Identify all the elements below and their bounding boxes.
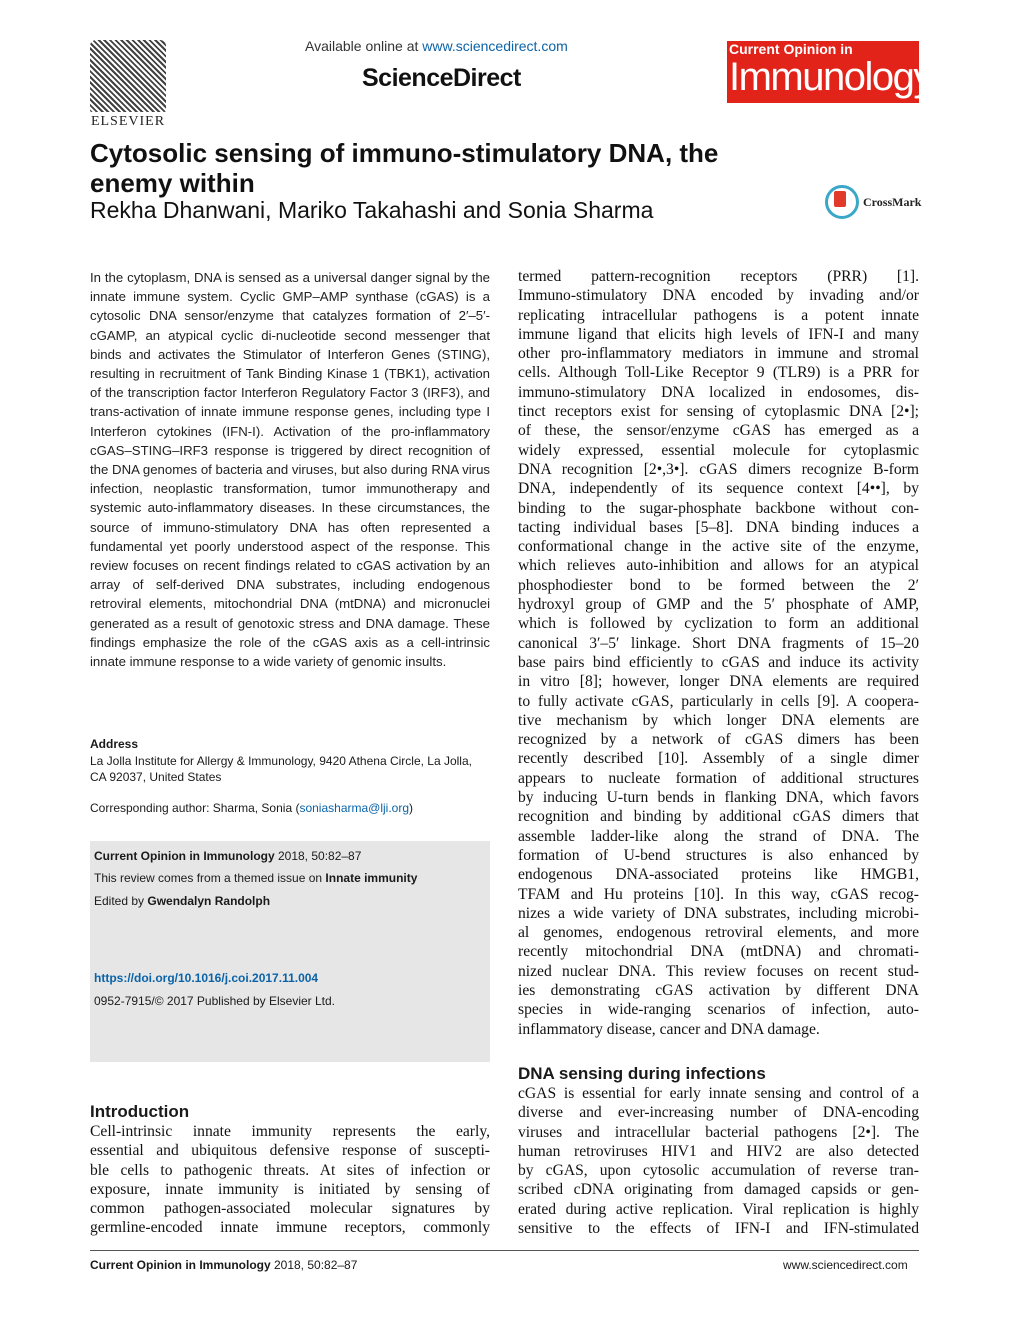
elsevier-logo [88, 40, 168, 130]
address-text: La Jolla Institute for Allergy & Immunology, 9420 Athena Circle, La Jolla, CA 92037, United States [90, 754, 472, 784]
journal-logo-line1: Current Opinion in [729, 41, 853, 57]
elsevier-tree-icon [90, 40, 166, 112]
intro-line: ble cells to pathogenic threats. At sites of infection or [90, 1161, 490, 1179]
info-editor-name: Gwendalyn Randolph [147, 894, 271, 908]
body-line: appears to nucleate formation of additional structures [518, 769, 919, 787]
body-line: recently described [10]. Assembly of a single dimer [518, 750, 919, 768]
doi-link[interactable]: https://doi.org/10.1016/j.coi.2017.11.004 [94, 971, 319, 985]
info-journal: Current Opinion in Immunology [94, 849, 275, 863]
dna-line: erated during active replication. Viral replication is highly [518, 1200, 919, 1218]
publisher-name: ELSEVIER [90, 114, 166, 129]
dna-line: sensitive to the effects of IFN-I and IFN-stimulated [518, 1220, 919, 1238]
body-line: base pairs bind efficiently to cGAS and induce its activity [518, 653, 919, 671]
body-line: cells. Although Toll-Like Receptor 9 (TLR9) is a PRR for [518, 364, 919, 382]
dna-section-paragraph [518, 1084, 919, 1238]
body-line: ies demonstrating cGAS activation by different DNA [518, 981, 919, 999]
info-issue [94, 871, 417, 885]
corresponding-suffix: ) [409, 801, 414, 815]
body-line: phosphodiester bond to be formed between the 2′ [518, 576, 919, 594]
dna-line: diverse and ever-increasing number of DNA-encoding [518, 1104, 919, 1122]
dna-line: viruses and intracellular bacterial pathogens [2•]. The [518, 1123, 919, 1141]
info-editor-prefix: Edited by [94, 894, 148, 908]
body-line: to fully activate cGAS, particularly in cells [9]. A coopera- [518, 692, 919, 710]
article-authors: Rekha Dhanwani, Mariko Takahashi and Sonia Sharma [90, 197, 654, 223]
copyright: 0952-7915/© 2017 Published by Elsevier Ltd. [94, 994, 336, 1008]
body-line: nized nuclear DNA. This review focuses on recent stud- [518, 962, 919, 980]
body-line: termed pattern-recognition receptors (PRR) [1]. [518, 268, 919, 285]
body-line: other pro-inflammatory mediators in immune and stromal [518, 345, 919, 363]
body-line: tinct receptors exist for sensing of cytoplasmic DNA [2•]; [518, 403, 919, 421]
info-citation [94, 849, 361, 863]
body-line: which relieves auto-inhibition and allows for an atypical [518, 557, 919, 575]
address-heading: Address [90, 737, 139, 751]
body-line: of these, the sensor/enzyme cGAS has emerged as a [518, 422, 919, 440]
body-line: inflammatory disease, cancer and DNA damage. [518, 1020, 820, 1038]
body-line: assemble ladder-like along the strand of DNA. The [518, 827, 919, 845]
body-line: immune ligand that elicits high levels of IFN-I and many [518, 325, 919, 343]
body-line: DNA, independently of its sequence context [4••], by [518, 480, 919, 498]
body-line: canonical 3′–5′ linkage. Short DNA fragments of 15–20 [518, 634, 919, 652]
body-line: tive mechanism by which longer DNA elements are [518, 711, 919, 729]
footer-citation [90, 1258, 357, 1272]
info-issue-prefix: This review comes from a themed issue on [94, 871, 326, 885]
body-line: Immuno-stimulatory DNA encoded by invading and/or [518, 287, 919, 305]
dna-line: human retroviruses HIV1 and HIV2 are also detected [518, 1142, 919, 1160]
dna-line: cGAS is essential for early innate sensing and control of a [518, 1085, 919, 1102]
crossmark-badge[interactable] [825, 185, 925, 221]
info-issue-topic: Innate immunity [325, 871, 418, 885]
intro-line: common pathogen-associated molecular signatures by [90, 1200, 490, 1218]
body-line: species in wide-ranging scenarios of infection, auto- [518, 1001, 919, 1019]
body-line: hydroxyl group of GMP and the 5′ phosphate of AMP, [518, 596, 919, 614]
body-line: by inducing U-turn bends in flanking DNA, which favors [518, 789, 919, 807]
journal-logo [727, 41, 932, 103]
info-citation-text: 2018, 50:82–87 [274, 849, 362, 863]
body-line: al genomes, endogenous retroviral elements, and more [518, 924, 919, 942]
intro-heading: Introduction [90, 1102, 190, 1121]
body-line: which is followed by cyclization to form an additional [518, 615, 919, 633]
body-line: DNA recognition [2•,3•]. cGAS dimers recognize B-form [518, 460, 919, 478]
footer-website[interactable]: www.sciencedirect.com [783, 1258, 908, 1272]
info-editor [94, 894, 270, 908]
body-line: recognition and binding by additional cGAS dimers that [518, 808, 919, 826]
dna-line: scribed cDNA originating from damaged capsids or gen- [518, 1181, 919, 1199]
body-line: nizes a wide variety of DNA substrates, including microbi- [518, 904, 919, 922]
body-line: formation of U-bend structures is also enhanced by [518, 846, 919, 864]
body-line: binding to the sugar-phosphate backbone without con- [518, 499, 919, 517]
crossmark-label: CrossMark [863, 195, 922, 209]
intro-paragraph [90, 1122, 490, 1238]
footer-journal: Current Opinion in Immunology [90, 1258, 271, 1272]
intro-line: exposure, innate immunity is initiated by sensing of [90, 1180, 490, 1198]
corresponding-email-link[interactable]: soniasharma@lji.org [299, 801, 410, 815]
platform-name: ScienceDirect [362, 64, 521, 92]
body-line: tacting individual bases [5–8]. DNA binding induces a [518, 518, 919, 536]
body-line: widely expressed, essential molecule for cytoplasmic [518, 441, 919, 459]
available-prefix: Available online at [305, 38, 423, 54]
footer-citation-text: 2018, 50:82–87 [270, 1258, 358, 1272]
body-line: conformational change in the active site of the enzyme, [518, 538, 919, 556]
right-column-paragraph [518, 267, 919, 1039]
body-line: recently mitochondrial DNA (mtDNA) and chromati- [518, 943, 919, 961]
article-info-box [90, 841, 490, 1062]
body-line: immuno-stimulatory DNA localized in endosomes, dis- [518, 383, 919, 401]
intro-line: essential and ubiquitous defensive response of suscepti- [90, 1142, 490, 1160]
intro-line: Cell-intrinsic innate immunity represents the early, [90, 1123, 490, 1140]
corresponding-author [90, 801, 413, 815]
body-line: TFAM and Hu proteins [10]. In this way, cGAS recog- [518, 885, 919, 903]
dna-line: by cGAS, upon cytosolic accumulation of reverse tran- [518, 1162, 919, 1180]
sciencedirect-link[interactable]: www.sciencedirect.com [422, 38, 568, 54]
body-line: in vitro [8]; however, longer DNA elements are required [518, 673, 919, 691]
journal-logo-line2: Immunology [729, 55, 932, 99]
article-title: Cytosolic sensing of immuno-stimulatory DNA, the enemy within [90, 138, 719, 198]
dna-section-heading: DNA sensing during infections [518, 1064, 766, 1083]
body-line: replicating intracellular pathogens is a potent innate [518, 306, 919, 324]
available-online [305, 38, 568, 54]
body-line: recognized by a network of cGAS dimers has been [518, 731, 919, 749]
abstract: In the cytoplasm, DNA is sensed as a universal danger signal by the innate immune system. Cyclic GMP–AMP synthase (cGAS) is a cytosolic DNA sensor/enzyme that catalyzes formation of 2′–5′-cGAMP, an atypical cyclic di-nucleotide second messenger that binds and activates the Stimulator of Interferon Genes (STING), resulting in recruitment of Tank Binding Kinase 1 (TBK1), activation of the transcription factor Interferon Regulatory Factor 3 (IRF3), and trans-activation of innate immune response genes, including type I Interferon cytokines (IFN-I). Activation of the pro-inflammatory cGAS–STING–IRF3 response is triggered by direct recognition of the DNA genomes of bacteria and viruses, but also during RNA virus infection, neoplastic transformation, tumor immunotherapy and systemic auto-inflammatory diseases. In these circumstances, the source of immuno-stimulatory DNA has often represented a fundamental yet poorly understood aspect of the response. This review focuses on recent findings related to cGAS activation by an array of self-derived DNA substrates, including endogenous retroviral elements, mitochondrial DNA (mtDNA) and micronuclei generated as a result of genotoxic stress and DNA damage. These findings emphasize the role of the cGAS axis as a cell-intrinsic innate immune response to a wide variety of genomic insults. [90, 270, 490, 670]
bookmark-icon [834, 191, 846, 207]
footer-divider [90, 1250, 919, 1251]
body-line: endogenous DNA-associated proteins like HMGB1, [518, 866, 919, 884]
intro-line: germline-encoded innate immune receptors, commonly [90, 1219, 490, 1237]
corresponding-prefix: Corresponding author: Sharma, Sonia ( [90, 801, 300, 815]
